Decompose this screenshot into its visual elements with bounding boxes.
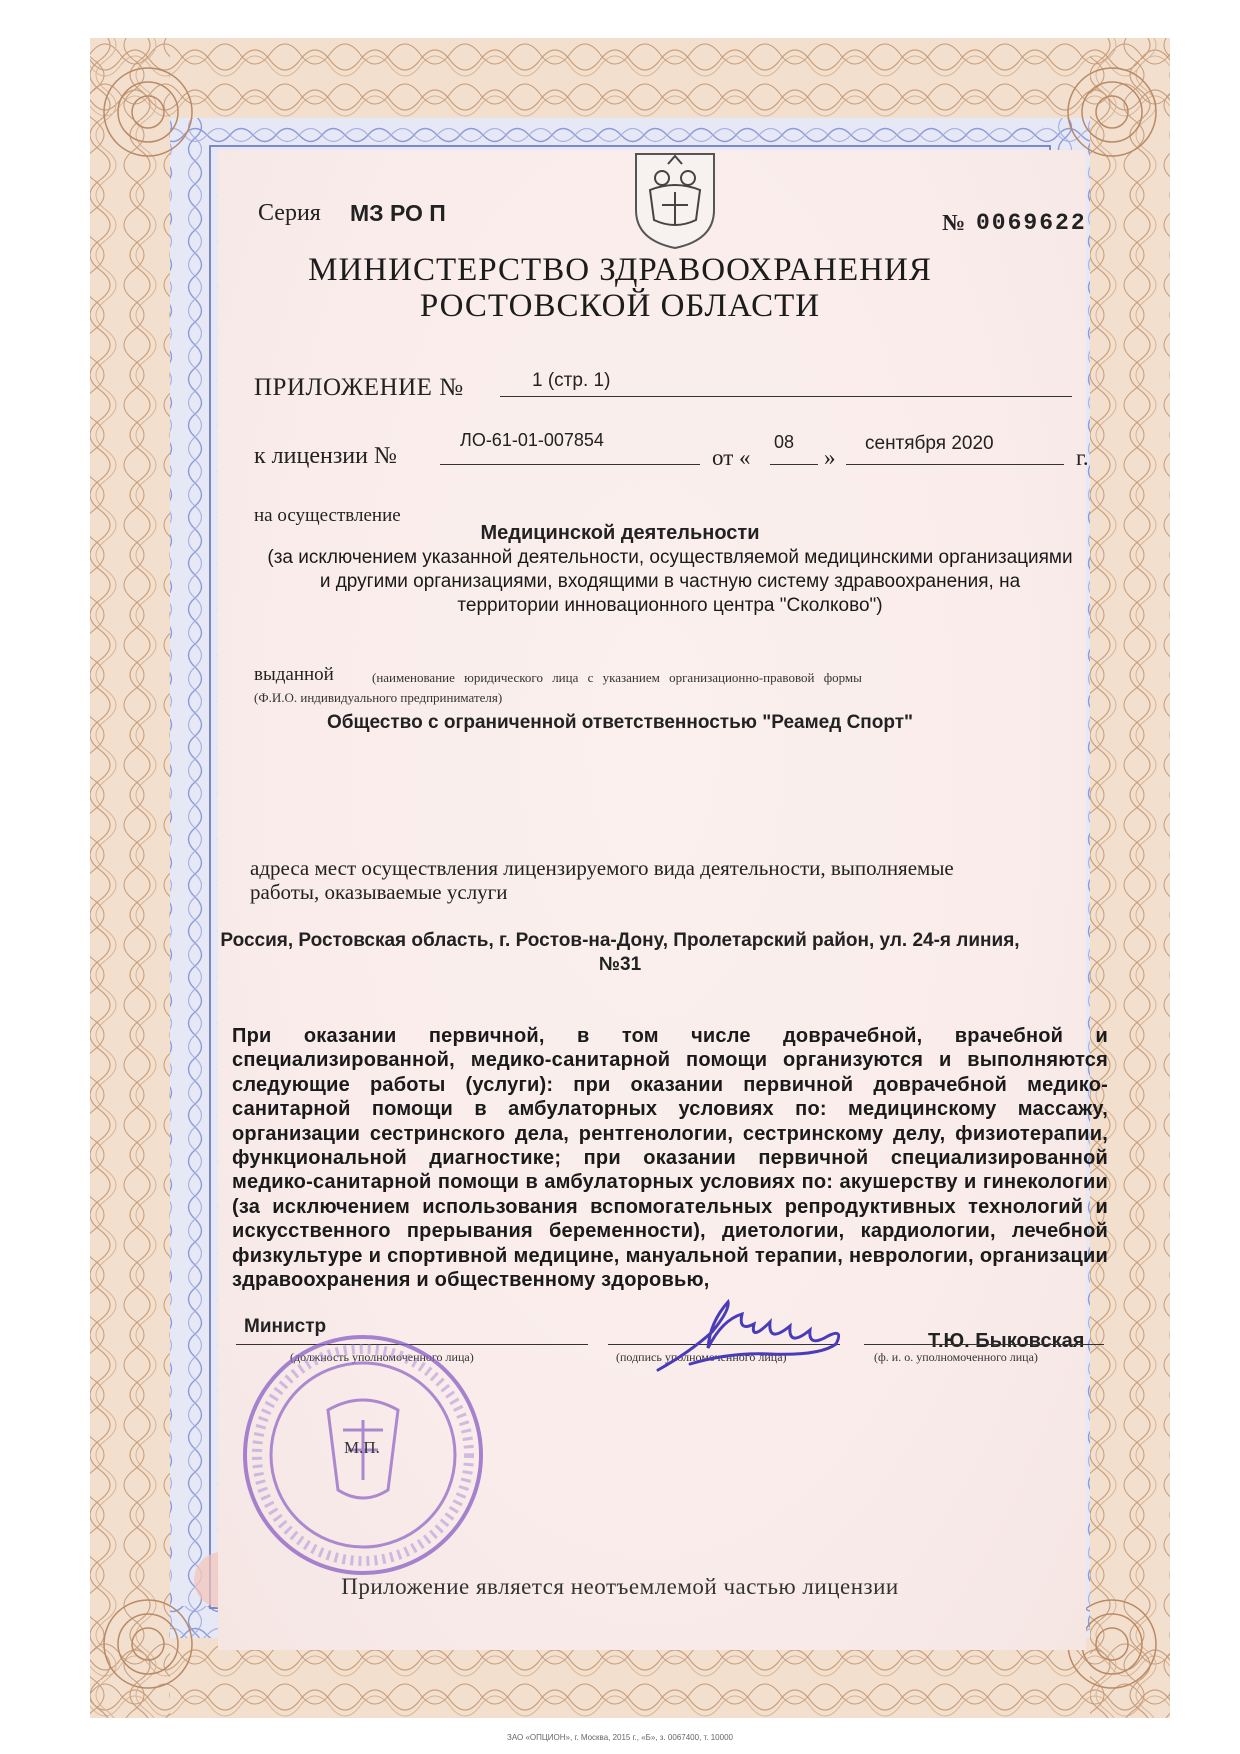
license-month-year: сентября 2020	[865, 433, 994, 454]
coat-of-arms-emblem	[630, 150, 720, 250]
signature-caption: (подпись уполномоченного лица)	[616, 1350, 787, 1364]
name-caption: (ф. и. о. уполномоченного лица)	[874, 1350, 1038, 1364]
ministry-name-line2: РОСТОВСКОЙ ОБЛАСТИ	[419, 288, 821, 324]
series-label: Серия	[258, 200, 321, 226]
addresses-label-line2: работы, оказываемые услуги	[250, 880, 508, 904]
license-number-underline	[440, 464, 700, 465]
license-date-underline	[846, 464, 1064, 465]
license-label: к лицензии №	[254, 443, 397, 469]
activity-label: на осуществление	[254, 505, 401, 526]
addresses-label-line1: адреса мест осуществления лицензируемого вида деятельности, выполняемые	[250, 856, 954, 880]
license-year-suffix: г.	[1076, 445, 1089, 470]
ministry-name-line1: МИНИСТЕРСТВО ЗДРАВООХРАНЕНИЯ	[308, 252, 932, 288]
activity-note-line: и другими организациями, входящими в частную систему здравоохранения, на	[319, 571, 1021, 592]
signatory-position: Министр	[244, 1316, 327, 1337]
issued-caption-line2: (Ф.И.О. индивидуального предпринимателя)	[254, 690, 503, 705]
appendix-footer-note: Приложение является неотъемлемой частью лицензии	[341, 1574, 899, 1599]
issued-label: выданной	[254, 664, 334, 685]
signatory-name: Т.Ю. Быковская	[928, 1330, 1085, 1352]
activity-title: Медицинской деятельности	[480, 522, 760, 544]
license-date-from: от «	[712, 445, 751, 470]
position-caption: (должность уполномоченного лица)	[290, 1350, 474, 1364]
license-number: ЛО-61-01-007854	[460, 430, 604, 450]
activity-note-line: территории инновационного центра "Сколково")	[457, 595, 883, 616]
activity-note-line: (за исключением указанной деятельности, осуществляемой медицинскими организациями	[267, 547, 1073, 568]
appendix-label: ПРИЛОЖЕНИЕ №	[254, 374, 464, 401]
address-line2: №31	[598, 954, 642, 975]
issued-caption-line1: (наименование юридического лица с указанием организационно-правовой формы	[372, 670, 862, 685]
appendix-number: 1 (стр. 1)	[532, 370, 611, 391]
organization-name: Общество с ограниченной ответственностью "Реамед Спорт"	[326, 712, 914, 733]
seal-label: М.П.	[344, 1438, 380, 1457]
license-day-underline	[770, 464, 818, 465]
appendix-underline	[500, 396, 1072, 397]
license-form-number: 0069622	[976, 210, 1087, 236]
series-value: МЗ РО П	[350, 200, 446, 226]
name-underline	[864, 1344, 1104, 1345]
handwritten-signature	[650, 1292, 860, 1382]
printer-imprint: ЗАО «ОПЦИОН», г. Москва, 2015 г., «Б», з. 0067400, т. 10000	[507, 1733, 733, 1742]
activity-note	[220, 546, 1120, 618]
address-line1: Россия, Ростовская область, г. Ростов-на-Дону, Пролетарский район, ул. 24-я линия,	[220, 930, 1020, 951]
license-date-close: »	[824, 445, 836, 470]
services-paragraph: При оказании первичной, в том числе доврачебной, врачебной и специализированной, медико-санитарной помощи организуются и выполняются следующие работы (услуги): при оказании первичной доврачебной медико-санитарной помощи в амбулаторных условиях по: медицинскому массажу, организации сестринского дела, рентгенологии, сестринскому делу, физиотерапии, функциональной диагностике; при оказании первичной специализированной медико-санитарной помощи в амбулаторных условиях по: акушерству и гинекологии (за исключением использования вспомогательных репродуктивных технологий и искусственного прерывания беременности), диетологии, кардиологии, лечебной физкультуре и спортивной медицине, мануальной терапии, неврологии, организации здравоохранения и общественному здоровью,	[232, 1025, 1108, 1292]
number-label: №	[942, 210, 966, 235]
license-day: 08	[774, 432, 795, 452]
